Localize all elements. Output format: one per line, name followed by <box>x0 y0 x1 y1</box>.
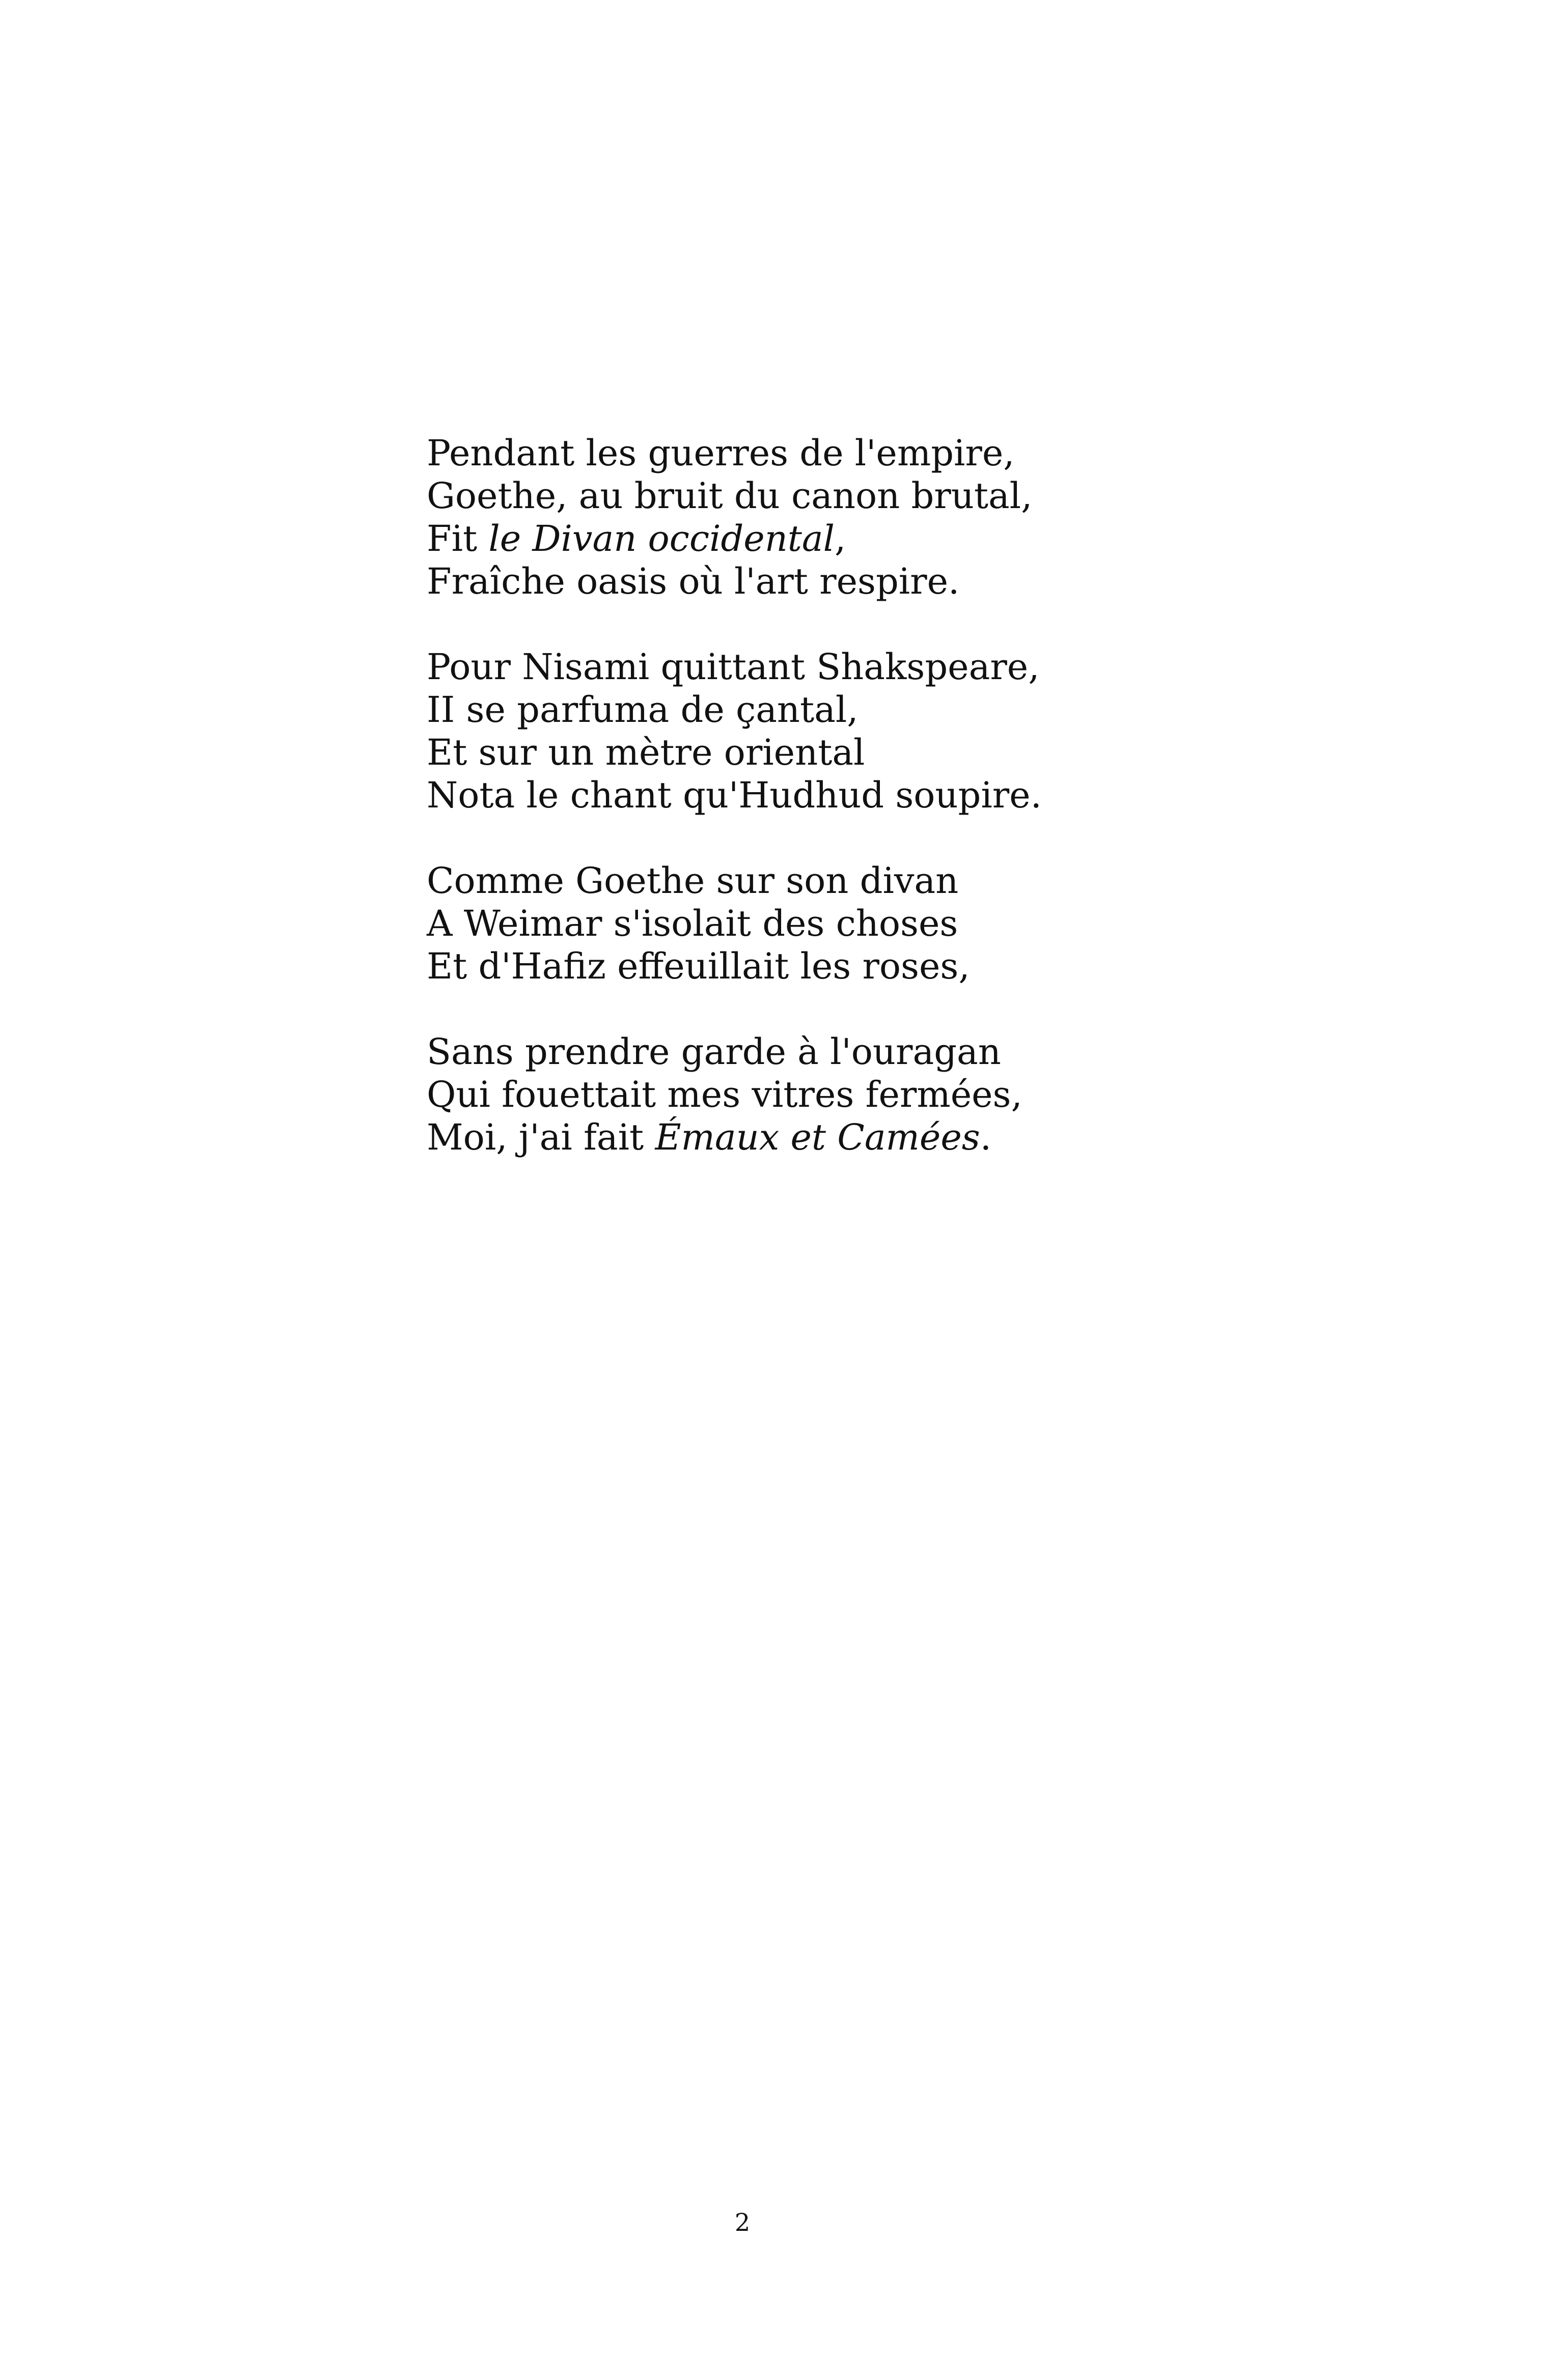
poem-line <box>427 774 1394 817</box>
line-text: Moi, j'ai fait <box>427 1116 655 1158</box>
poem-line <box>427 688 1394 731</box>
poem-line <box>427 1116 1394 1159</box>
line-text: , <box>835 518 846 559</box>
poem-line <box>427 560 1394 603</box>
poem-line <box>427 731 1394 774</box>
line-text: A Weimar s'isolait des choses <box>427 903 958 944</box>
line-text: Pour Nisami quittant Shakspeare, <box>427 646 1040 688</box>
stanza <box>427 646 1394 817</box>
line-text: Nota le chant qu'Hudhud soupire. <box>427 774 1042 816</box>
poem-line <box>427 432 1394 474</box>
line-text: Comme Goethe sur son divan <box>427 860 959 902</box>
poem-line <box>427 1030 1394 1073</box>
italic-title: le Divan occidental <box>488 518 835 559</box>
poem-line <box>427 517 1394 560</box>
stanza <box>427 859 1394 988</box>
line-text: Et d'Hafiz effeuillait les roses, <box>427 945 970 987</box>
line-text: . <box>980 1116 991 1158</box>
line-text: Fit <box>427 518 489 559</box>
poem-line <box>427 945 1394 988</box>
line-text: Et sur un mètre oriental <box>427 732 865 773</box>
poem-line <box>427 859 1394 902</box>
poem <box>427 432 1394 1201</box>
page-number: 2 <box>734 2208 751 2237</box>
poem-line <box>427 646 1394 688</box>
poem-line <box>427 902 1394 945</box>
line-text: Fraîche oasis où l'art respire. <box>427 561 960 602</box>
line-text: Sans prendre garde à l'ouragan <box>427 1031 1001 1073</box>
poem-line <box>427 1073 1394 1116</box>
line-text: II se parfuma de çantal, <box>427 689 859 731</box>
poem-line <box>427 474 1394 517</box>
italic-title: Émaux et Camées <box>655 1116 980 1158</box>
line-text: Qui fouettait mes vitres fermées, <box>427 1074 1022 1115</box>
stanza <box>427 1030 1394 1159</box>
line-text: Pendant les guerres de l'empire, <box>427 432 1015 474</box>
line-text: Goethe, au bruit du canon brutal, <box>427 475 1033 517</box>
stanza <box>427 432 1394 603</box>
